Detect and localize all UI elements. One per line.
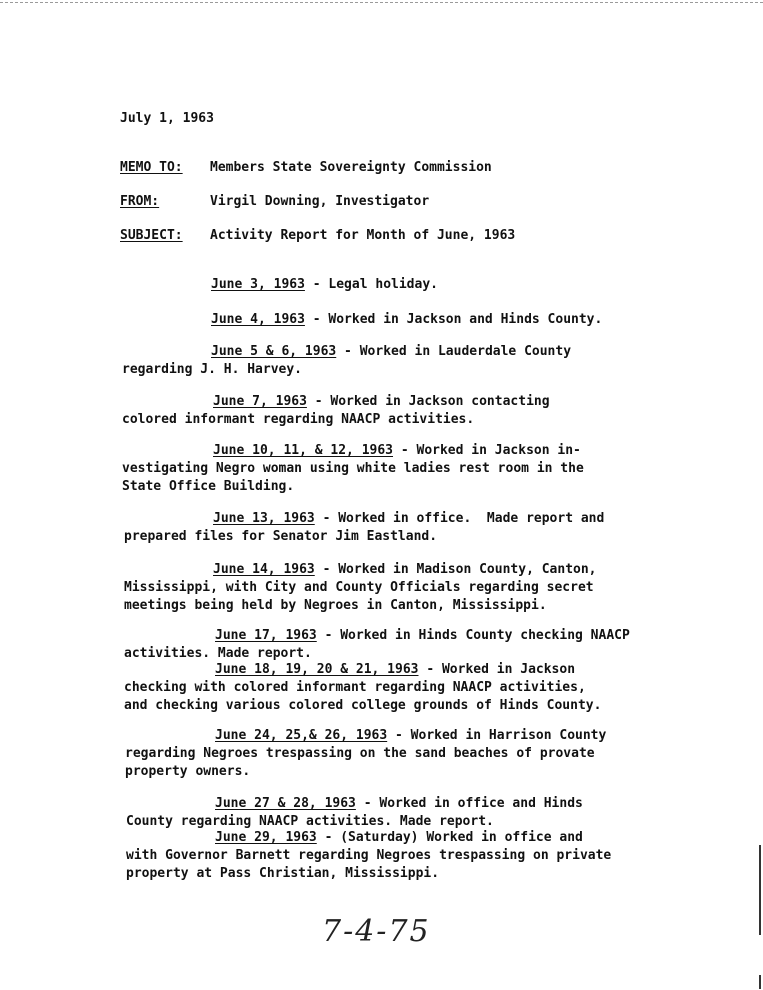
scan-right-edge-mark (759, 845, 761, 935)
entry-date: June 10, 11, & 12, 1963 (213, 443, 394, 458)
entry-first-line (215, 661, 575, 679)
entry-continuation-line: and checking various colored college grounds of Hinds County. (124, 698, 602, 713)
entry-first-line (213, 510, 604, 528)
entry-text: - Worked in Jackson (418, 662, 576, 677)
memo-to-label: MEMO TO: (120, 160, 183, 175)
entry-text: - (Saturday) Worked in office and (316, 830, 583, 845)
memo-date: July 1, 1963 (120, 111, 214, 126)
entry-first-line (211, 343, 571, 361)
entry-date: June 24, 25,& 26, 1963 (215, 728, 388, 743)
entry-date: June 17, 1963 (215, 628, 317, 643)
entry-first-line (215, 829, 583, 847)
scan-top-border (0, 2, 763, 3)
entry-text: - Worked in Madison County, Canton, (314, 562, 597, 577)
subject-label: SUBJECT: (120, 228, 183, 243)
entry-continuation-line: regarding Negroes trespassing on the sand beaches of provate (125, 746, 595, 761)
entry-first-line (215, 627, 630, 645)
from-label: FROM: (120, 194, 160, 209)
entry-continuation-line: vestigating Negro woman using white ladies rest room in the (122, 461, 584, 476)
entry-continuation-line: meetings being held by Negroes in Canton, Mississippi. (124, 598, 547, 613)
entry-continuation-line: with Governor Barnett regarding Negroes trespassing on private (126, 848, 612, 863)
entry-date: June 7, 1963 (213, 394, 307, 409)
entry-first-line (211, 311, 602, 329)
entry-first-line (211, 276, 438, 294)
entry-continuation-line: checking with colored informant regarding NAACP activities, (124, 680, 586, 695)
entry-text: - Worked in Hinds County checking NAACP (316, 628, 630, 643)
entry-continuation-line: prepared files for Senator Jim Eastland. (124, 529, 438, 544)
entry-text: - Worked in Jackson contacting (306, 394, 550, 409)
handwritten-date: 7-4-75 (322, 914, 431, 949)
entry-text: - Worked in Harrison County (387, 728, 607, 743)
entry-first-line (215, 727, 606, 745)
entry-text: - Worked in Jackson and Hinds County. (304, 312, 603, 327)
entry-date: June 3, 1963 (211, 277, 305, 292)
entry-date: June 4, 1963 (211, 312, 305, 327)
entry-first-line (213, 442, 581, 460)
entry-continuation-line: colored informant regarding NAACP activities. (122, 412, 475, 427)
entry-continuation-line: property at Pass Christian, Mississippi. (126, 866, 440, 881)
memo-to-value: Members State Sovereignty Commission (210, 160, 492, 175)
entry-continuation-line: activities. Made report. (124, 646, 312, 661)
entry-text: - Legal holiday. (304, 277, 438, 292)
entry-continuation-line: Mississippi, with City and County Officials regarding secret (124, 580, 594, 595)
entry-date: June 29, 1963 (215, 830, 317, 845)
scan-right-edge-mark-bottom (759, 975, 761, 989)
entry-date: June 5 & 6, 1963 (211, 344, 337, 359)
entry-first-line (213, 561, 597, 579)
subject-value: Activity Report for Month of June, 1963 (210, 228, 516, 243)
entry-first-line (215, 795, 583, 813)
entry-text: - Worked in office. Made report and (314, 511, 605, 526)
from-value: Virgil Downing, Investigator (210, 194, 430, 209)
entry-date: June 13, 1963 (213, 511, 315, 526)
entry-continuation-line: County regarding NAACP activities. Made report. (126, 814, 494, 829)
entry-text: - Worked in Jackson in- (393, 443, 581, 458)
entry-continuation-line: State Office Building. (122, 479, 295, 494)
entry-date: June 18, 19, 20 & 21, 1963 (215, 662, 419, 677)
entry-text: - Worked in Lauderdale County (336, 344, 572, 359)
entry-date: June 27 & 28, 1963 (215, 796, 356, 811)
entry-continuation-line: property owners. (125, 764, 251, 779)
entry-continuation-line: regarding J. H. Harvey. (122, 362, 303, 377)
entry-date: June 14, 1963 (213, 562, 315, 577)
entry-text: - Worked in office and Hinds (355, 796, 583, 811)
entry-first-line (213, 393, 550, 411)
